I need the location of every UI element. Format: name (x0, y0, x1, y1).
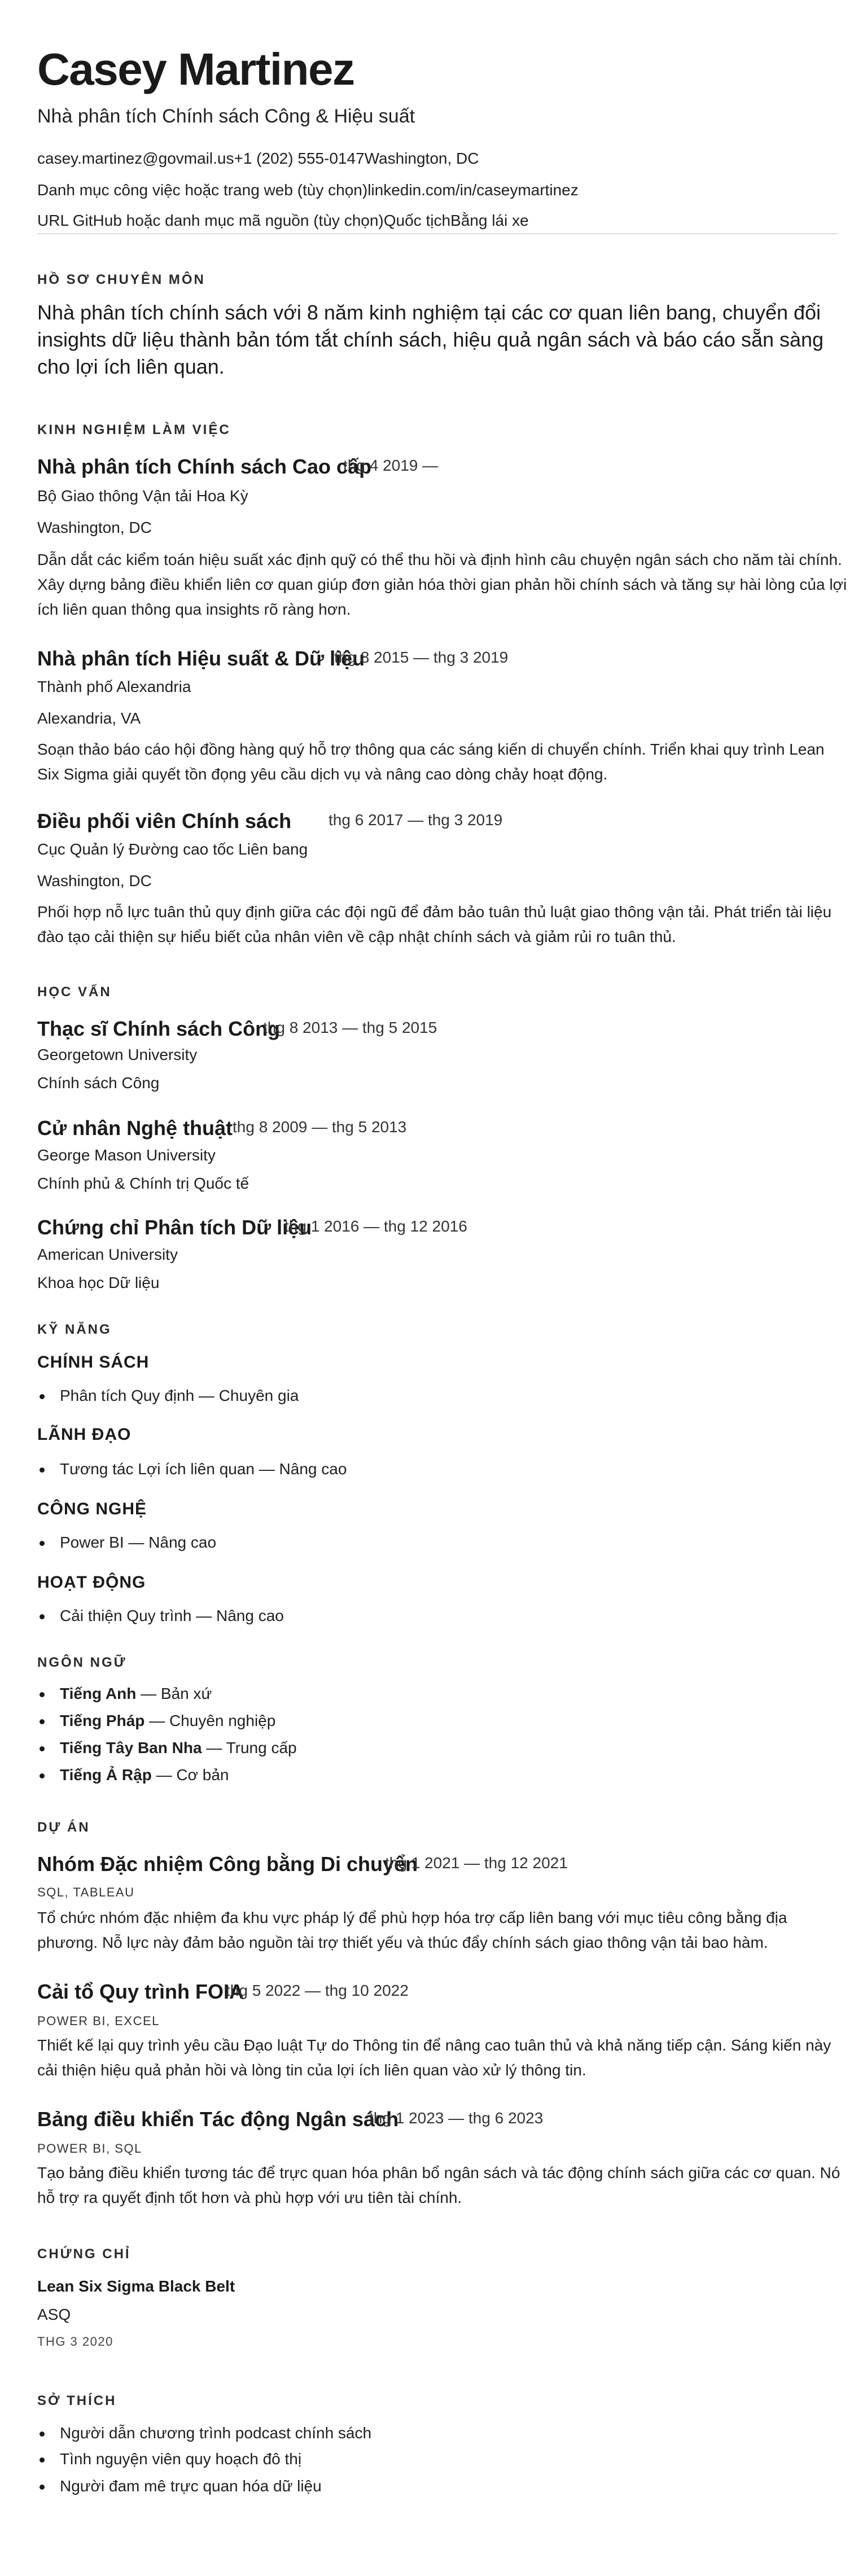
email-link[interactable]: casey.martinez@govmail.us (37, 150, 234, 167)
language-name: Tiếng Pháp (60, 1712, 145, 1729)
contact-row-primary (37, 149, 479, 168)
education-school: American University (37, 1246, 178, 1263)
contact-row-extra (37, 211, 529, 230)
experience-dates: thg 6 2017 — thg 3 2019 (329, 811, 503, 829)
project-title: Nhóm Đặc nhiệm Công bằng Di chuyển (37, 1852, 418, 1876)
interest-item: Tình nguyện viên quy hoạch đô thị (60, 2450, 302, 2468)
certification-name: Lean Six Sigma Black Belt (37, 2277, 235, 2295)
project-title: Bảng điều khiển Tác động Ngân sách (37, 2108, 399, 2131)
experience-description: Soạn thảo báo cáo hội đồng hàng quý hỗ trợ thông qua các sáng kiến di chuyển chính. Triển khai quy trình Lean Six Sigma giải quyết tồn đọng yêu cầu dịch vụ và nâng cao dòng chảy hoạt động. (37, 741, 825, 783)
project-description: Tạo bảng điều khiển tương tác để trực quan hóa phân bổ ngân sách và tác động chính sách giữa các cơ quan. Nó hỗ trợ ra quyết định tốt hơn và phù hợp với ưu tiên tài chính. (37, 2164, 840, 2206)
experience-dates: thg 4 2019 — (343, 457, 439, 474)
language-name: Tiếng Tây Ban Nha (60, 1739, 202, 1756)
education-degree: Thạc sĩ Chính sách Công (37, 1017, 281, 1040)
education-field: Khoa học Dữ liệu (37, 1274, 160, 1291)
language-level: — Cơ bản (151, 1766, 229, 1784)
nationality-text: Quốc tịch (383, 212, 451, 229)
education-dates: thg 8 2009 — thg 5 2013 (233, 1118, 407, 1136)
section-heading-skills: KỸ NĂNG (37, 1322, 112, 1337)
contact-row-links (37, 181, 579, 200)
skill-category: HOẠT ĐỘNG (37, 1573, 146, 1592)
project-dates: thg 5 2022 — thg 10 2022 (226, 1982, 409, 1999)
language-item (60, 1738, 297, 1758)
experience-dates: thg 8 2015 — thg 3 2019 (334, 649, 509, 666)
candidate-title: Nhà phân tích Chính sách Công & Hiệu suất (37, 106, 415, 127)
github-link[interactable]: URL GitHub hoặc danh mục mã nguồn (tùy chọn) (37, 212, 384, 229)
language-name: Tiếng Anh (60, 1685, 137, 1702)
education-field: Chính phủ & Chính trị Quốc tế (37, 1175, 249, 1192)
location-text: Washington, DC (364, 150, 479, 167)
skill-item: Tương tác Lợi ích liên quan — Nâng cao (60, 1460, 347, 1478)
skill-category: CÔNG NGHỆ (37, 1500, 147, 1518)
section-heading-certifications: CHỨNG CHỈ (37, 2246, 131, 2262)
interest-item: Người đam mê trực quan hóa dữ liệu (60, 2477, 322, 2495)
language-level: — Chuyên nghiệp (144, 1712, 276, 1729)
experience-description: Phối hợp nỗ lực tuân thủ quy định giữa các đội ngũ để đảm bảo tuân thủ luật giao thông vận tải. Phát triển tài liệu đào tạo cải thiện sự hiểu biết của nhân viên về cập nhật chính sách và giảm rủi ro tuân thủ. (37, 903, 832, 945)
language-item (60, 1711, 275, 1731)
certification-date: THG 3 2020 (37, 2334, 113, 2349)
experience-org: Cục Quản lý Đường cao tốc Liên bang (37, 840, 308, 858)
education-dates: thg 1 2016 — thg 12 2016 (284, 1217, 467, 1235)
language-level: — Bản xứ (136, 1685, 212, 1702)
candidate-name: Casey Martinez (37, 44, 354, 94)
experience-org: Bộ Giao thông Vận tải Hoa Kỳ (37, 487, 248, 505)
section-heading-languages: NGÔN NGỮ (37, 1655, 127, 1670)
section-heading-projects: DỰ ÁN (37, 1820, 90, 1835)
education-degree: Cử nhân Nghệ thuật (37, 1116, 233, 1140)
project-tech: POWER BI, EXCEL (37, 2014, 160, 2028)
education-school: Georgetown University (37, 1046, 198, 1063)
language-name: Tiếng Ả Rập (60, 1766, 152, 1784)
interest-item: Người dẫn chương trình podcast chính sách (60, 2424, 372, 2442)
phone-text: +1 (202) 555-0147 (234, 150, 365, 167)
project-dates: thg 1 2021 — thg 12 2021 (385, 1854, 568, 1872)
skill-item: Cải thiện Quy trình — Nâng cao (60, 1607, 284, 1624)
project-tech: SQL, TABLEAU (37, 1885, 135, 1899)
language-item (60, 1765, 229, 1785)
skill-item: Power BI — Nâng cao (60, 1534, 217, 1551)
license-text: Bằng lái xe (450, 212, 529, 229)
skill-category: LÃNH ĐẠO (37, 1425, 132, 1444)
experience-title: Nhà phân tích Hiệu suất & Dữ liệu (37, 647, 365, 670)
experience-description: Dẫn dắt các kiểm toán hiệu suất xác định quỹ có thể thu hồi và định hình câu chuyện ngân sách cho năm tài chính. Xây dựng bảng điều khiển liên cơ quan giúp đơn giản hóa thời gian phản hồi chính sách và tăng sự hài lòng của lợi ích liên quan thông qua insights rõ ràng hơn. (37, 551, 847, 618)
project-tech: POWER BI, SQL (37, 2141, 142, 2156)
experience-org: Thành phố Alexandria (37, 678, 191, 695)
language-item (60, 1684, 212, 1703)
project-title: Cải tổ Quy trình FOIA (37, 1980, 244, 2003)
education-field: Chính sách Công (37, 1074, 160, 1092)
education-dates: thg 8 2013 — thg 5 2015 (263, 1019, 437, 1036)
project-dates: thg 1 2023 — thg 6 2023 (369, 2109, 544, 2127)
header-divider (37, 233, 838, 234)
certification-issuer: ASQ (37, 2306, 71, 2323)
skill-category: CHÍNH SÁCH (37, 1353, 150, 1372)
experience-location: Alexandria, VA (37, 709, 141, 727)
linkedin-link[interactable]: linkedin.com/in/caseymartinez (367, 181, 579, 199)
experience-title: Nhà phân tích Chính sách Cao cấp (37, 455, 372, 478)
language-level: — Trung cấp (202, 1739, 297, 1756)
skill-item: Phân tích Quy định — Chuyên gia (60, 1387, 299, 1404)
experience-title: Điều phối viên Chính sách (37, 809, 292, 833)
experience-location: Washington, DC (37, 872, 152, 890)
section-heading-summary: HỒ SƠ CHUYÊN MÔN (37, 272, 205, 287)
summary-text: Nhà phân tích chính sách với 8 năm kinh nghiệm tại các cơ quan liên bang, chuyển đổi insights dữ liệu thành bản tóm tắt chính sách, hiệu quả ngân sách và báo cáo sẵn sàng cho lợi ích liên quan. (37, 301, 824, 378)
experience-location: Washington, DC (37, 519, 152, 536)
education-school: George Mason University (37, 1146, 216, 1164)
project-description: Thiết kế lại quy trình yêu cầu Đạo luật Tự do Thông tin để nâng cao tuân thủ và khả năng tiếp cận. Sáng kiến này cải thiện hiệu quả phản hồi và lòng tin của lợi ích liên quan vào xử lý thông tin. (37, 2036, 831, 2079)
section-heading-education: HỌC VẤN (37, 984, 112, 1000)
portfolio-link[interactable]: Danh mục công việc hoặc trang web (tùy chọn) (37, 181, 368, 199)
education-degree: Chứng chỉ Phân tích Dữ liệu (37, 1216, 312, 1239)
project-description: Tổ chức nhóm đặc nhiệm đa khu vực pháp lý để phù hợp hóa trợ cấp liên bang với mục tiêu công bằng địa phương. Nỗ lực này đảm bảo nguồn tài trợ thiết yếu và thúc đẩy chính sách giao thông vận tải bao hàm. (37, 1909, 787, 1951)
section-heading-interests: SỞ THÍCH (37, 2393, 117, 2408)
section-heading-experience: KINH NGHIỆM LÀM VIỆC (37, 422, 231, 437)
